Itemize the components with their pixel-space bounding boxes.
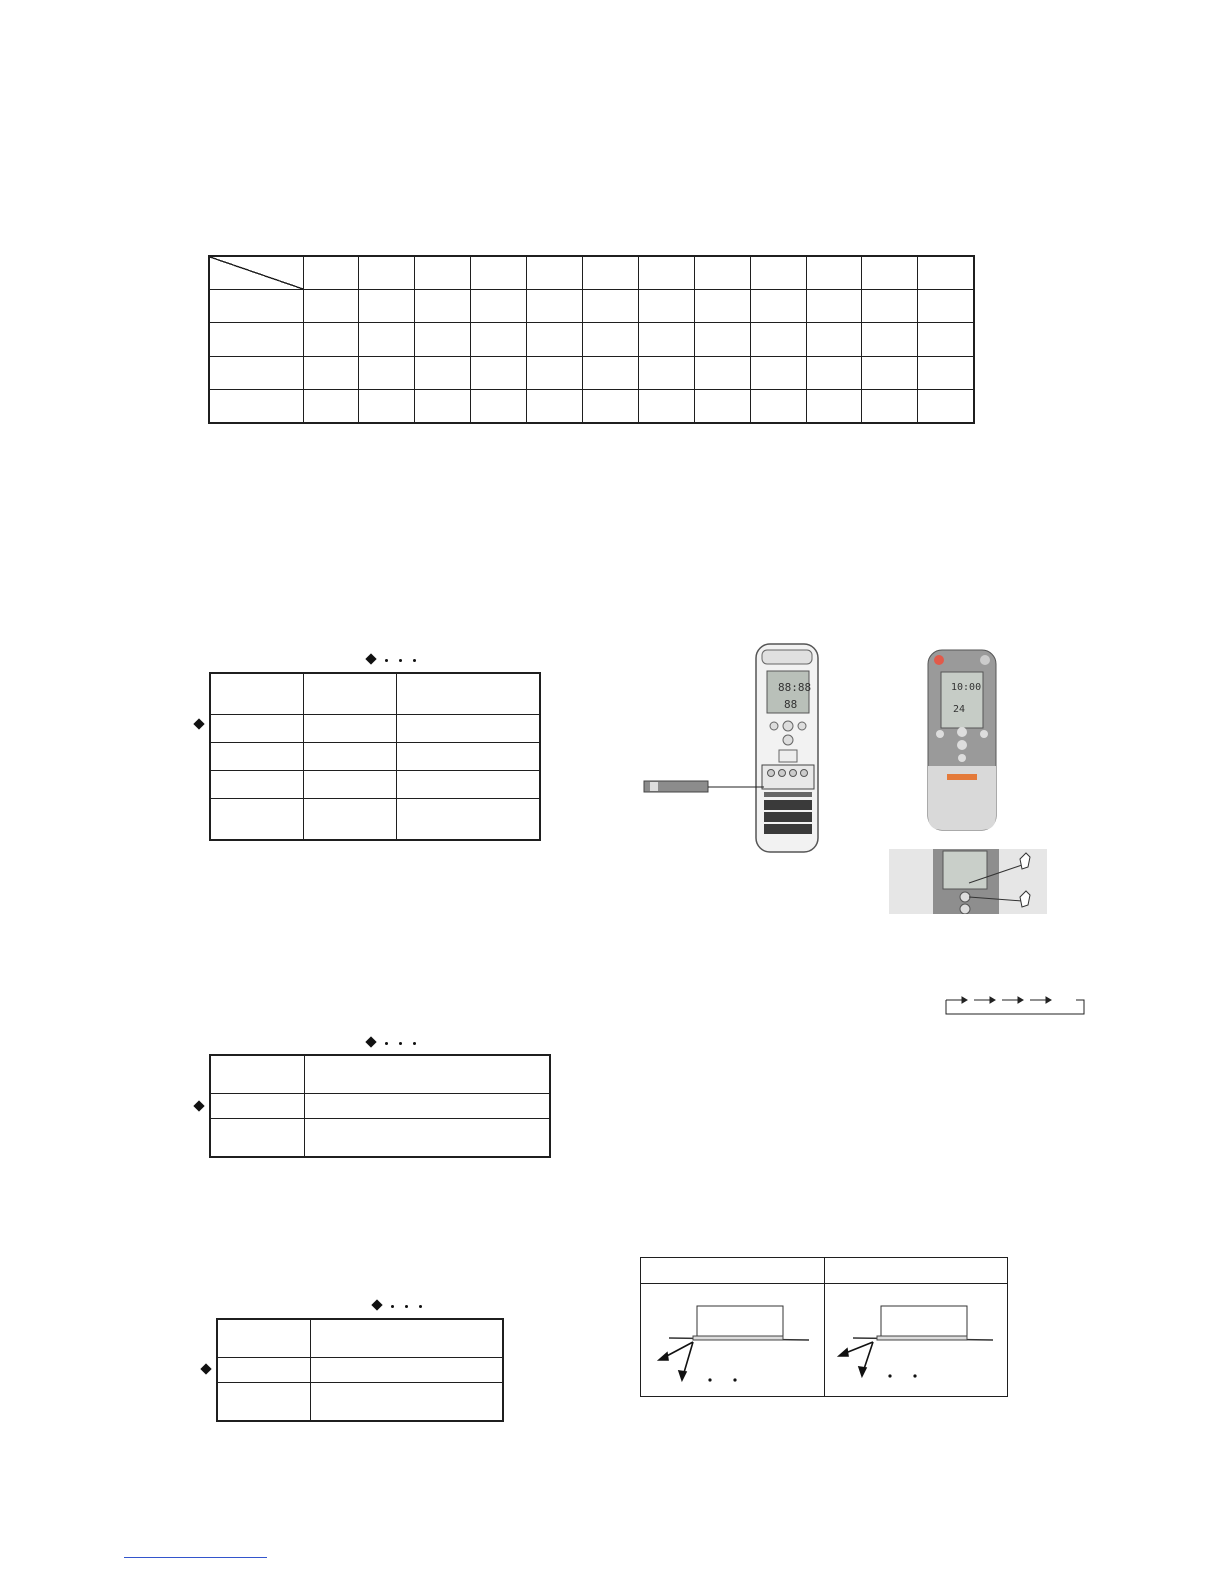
row-marker-icon — [193, 1100, 204, 1111]
table-row — [210, 673, 540, 715]
airflow-table — [640, 1257, 1008, 1397]
table-row — [209, 323, 974, 356]
table-row — [209, 356, 974, 389]
airflow-arrow-icon — [839, 1342, 873, 1376]
table-row — [209, 389, 974, 423]
airflow-unit-right-icon — [833, 1302, 1003, 1390]
row-marker-icon — [193, 718, 204, 729]
diamond-marker-icon — [371, 1299, 382, 1310]
table-row — [209, 256, 974, 290]
table-row — [217, 1319, 503, 1357]
table-row — [217, 1383, 503, 1421]
diamond-marker-icon — [365, 1036, 376, 1047]
svg-text:88:88: 88:88 — [778, 681, 812, 694]
footnote-rule — [124, 1557, 267, 1558]
table-row — [210, 1119, 550, 1157]
svg-text:88: 88 — [784, 698, 798, 711]
table-corner-cell — [209, 256, 303, 290]
legend-marker-2 — [367, 654, 427, 666]
remote-closeup-icon — [889, 849, 1047, 914]
setting-table-3 — [216, 1318, 504, 1422]
table-row — [210, 1055, 550, 1093]
table-row — [210, 743, 540, 771]
setting-table-1 — [209, 672, 541, 841]
svg-text:10:00: 10:00 — [951, 682, 982, 693]
table-row — [210, 715, 540, 743]
row-marker-icon — [200, 1363, 211, 1374]
airflow-unit-left-icon — [649, 1302, 819, 1390]
remote-controller-icon — [640, 640, 830, 855]
table-row — [217, 1357, 503, 1383]
table-row — [210, 770, 540, 798]
cycle-sequence-icon — [944, 996, 1086, 1016]
table-row — [210, 1093, 550, 1119]
airflow-arrow-icon — [659, 1342, 693, 1380]
setting-table-2 — [209, 1054, 551, 1158]
table-row — [209, 290, 974, 323]
legend-marker-3 — [367, 1037, 427, 1049]
remote-controller-icon — [925, 648, 1000, 832]
legend-marker-4 — [373, 1300, 433, 1312]
table-row — [210, 798, 540, 840]
svg-text:24: 24 — [953, 704, 966, 715]
main-spec-table — [208, 255, 975, 424]
diamond-marker-icon — [365, 653, 376, 664]
